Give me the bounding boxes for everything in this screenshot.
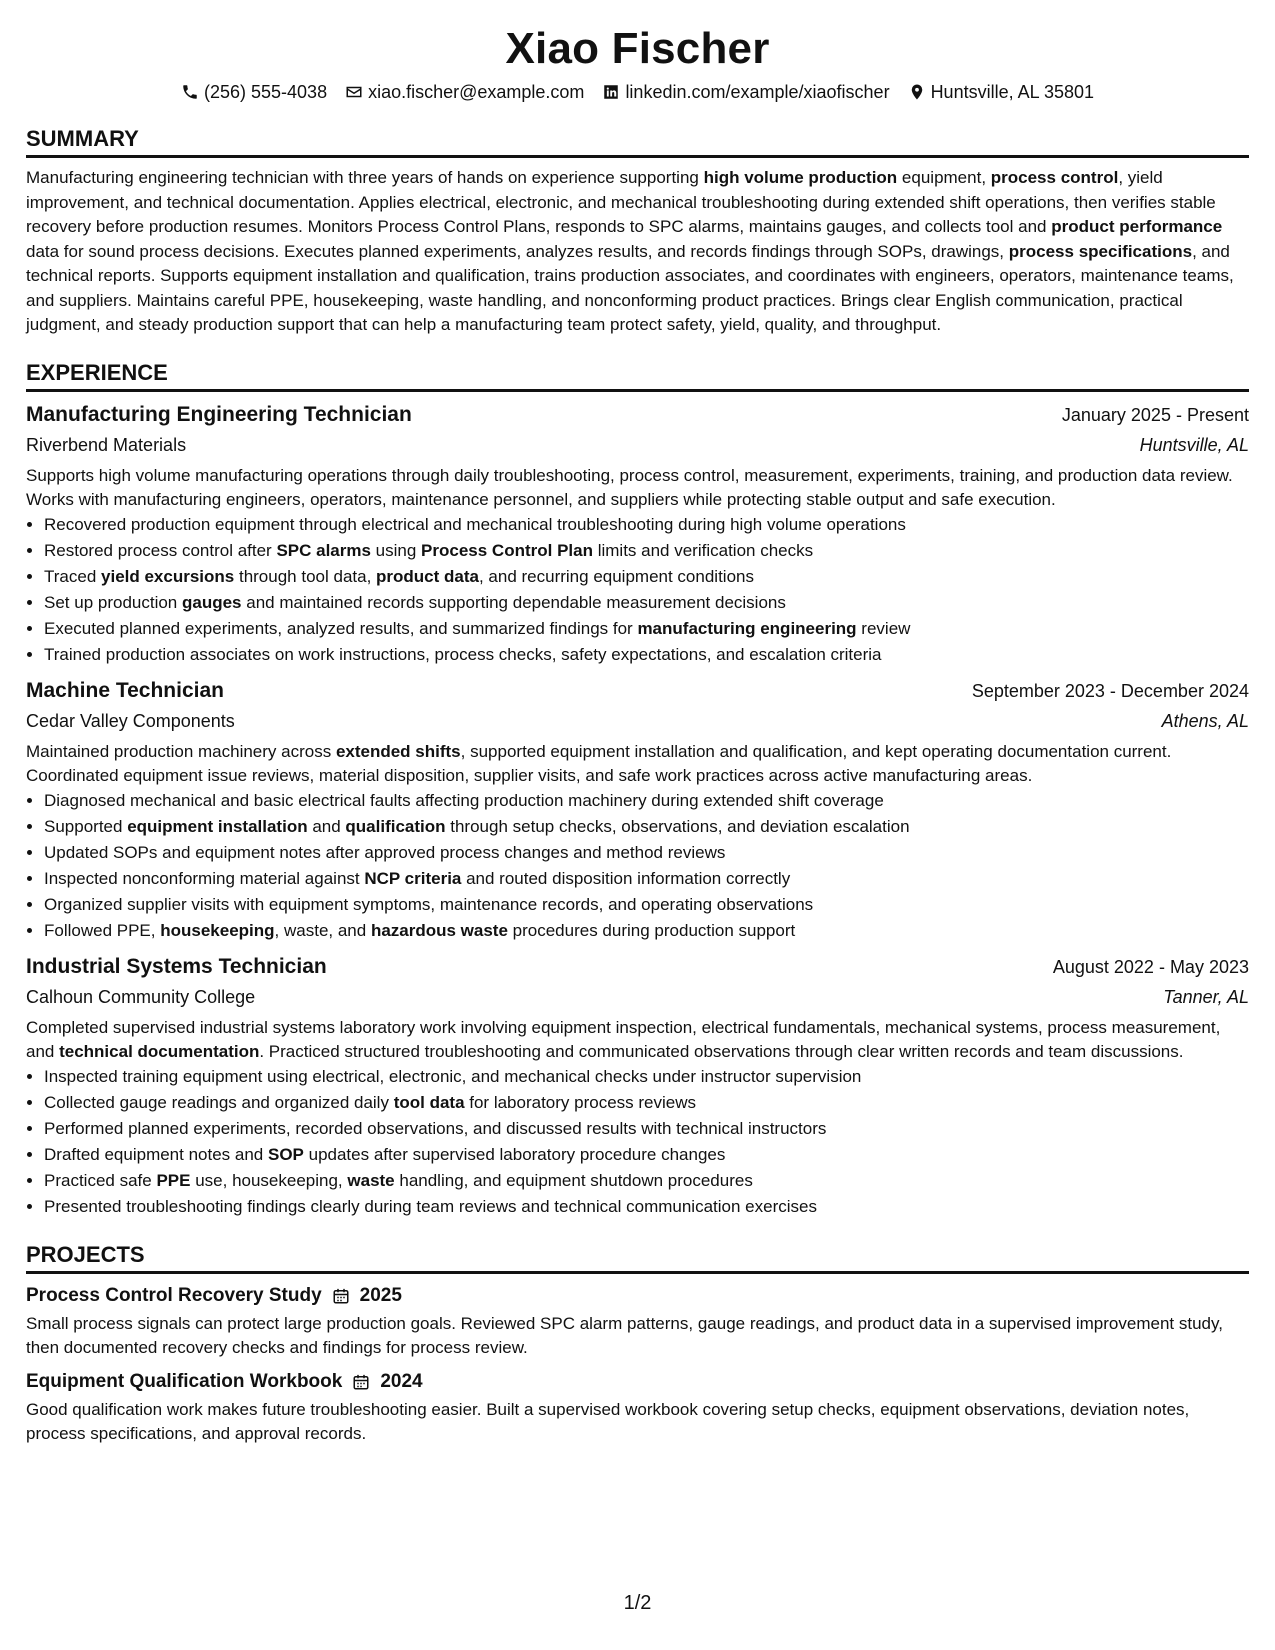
- contact-bar: [26, 80, 1249, 104]
- contact-linkedin[interactable]: [602, 80, 889, 104]
- job-dates: January 2025 - Present: [1061, 404, 1249, 425]
- job-location: Athens, AL: [1161, 710, 1249, 731]
- page-number: 1/2: [623, 1592, 652, 1614]
- project-year: 2025: [359, 1284, 402, 1306]
- bullet-item: • Inspected training equipment using electrical, electronic, and mechanical checks under instructor supervision: [44, 1064, 1249, 1090]
- project-description: Good qualification work makes future troubleshooting easier. Built a supervised workbook covering setup checks, equipment observations, deviation notes, process specifications, and approval records.: [26, 1399, 1190, 1443]
- contact-location: [908, 80, 1094, 104]
- contact-phone[interactable]: [181, 80, 327, 104]
- project-year: 2024: [380, 1370, 423, 1392]
- linkedin-text: linkedin.com/example/xiaofischer: [625, 82, 890, 102]
- job-location: Tanner, AL: [1163, 986, 1249, 1007]
- job-description: Completed supervised industrial systems laboratory work involving equipment inspection, electrical fundamentals, mechanical systems, process measurement, and technical documentation. Practiced structured troubleshooting and communicated observations through clear written records and team discussions.: [26, 1017, 1221, 1061]
- bullet-item: • Updated SOPs and equipment notes after approved process changes and method reviews: [44, 840, 1249, 866]
- job-description: Supports high volume manufacturing operations through daily troubleshooting, process control, measurement, experiments, training, and production data review. Works with manufacturing engineers, operators, maintenance personnel, and suppliers while protecting stable output and safe execution.: [26, 465, 1233, 509]
- phone-icon: [181, 83, 199, 101]
- bullet-item: • Executed planned experiments, analyzed results, and summarized findings for manufacturing engineering review: [44, 616, 1249, 642]
- map-pin-icon: [908, 83, 926, 101]
- job-company: Riverbend Materials: [26, 434, 187, 455]
- job-title: Industrial Systems Technician: [26, 954, 327, 978]
- job-dates: August 2022 - May 2023: [1052, 956, 1249, 977]
- project-entry: [26, 1366, 1249, 1446]
- bullet-item: • Supported equipment installation and qualification through setup checks, observations, and deviation escalation: [44, 814, 1249, 840]
- bullet-item: • Restored process control after SPC alarms using Process Control Plan limits and verification checks: [44, 538, 1249, 564]
- location-text: Huntsville, AL 35801: [930, 82, 1095, 102]
- envelope-icon: [345, 83, 363, 101]
- bullet-item: • Practiced safe PPE use, housekeeping, waste handling, and equipment shutdown procedures: [44, 1168, 1249, 1194]
- contact-email[interactable]: [345, 80, 584, 104]
- bullet-item: • Followed PPE, housekeeping, waste, and hazardous waste procedures during production support: [44, 918, 1249, 944]
- project-title: Process Control Recovery Study: [26, 1284, 322, 1306]
- bullet-item: • Organized supplier visits with equipment symptoms, maintenance records, and operating observations: [44, 892, 1249, 918]
- project-description: Small process signals can protect large production goals. Reviewed SPC alarm patterns, gauge readings, and product data in a supervised improvement study, then documented recovery checks and findings for process review.: [26, 1313, 1223, 1357]
- job-bullets: [26, 512, 1249, 668]
- summary-text: Manufacturing engineering technician with three years of hands on experience supporting high volume production equipment, process control, yield improvement, and technical documentation. Applies electrical, electronic, and mechanical troubleshooting during extended shift operations, then verifies stable recovery before production resumes. Monitors Process Control Plans, responds to SPC alarms, maintains gauges, and collects tool and product performance data for sound process decisions. Executes planned experiments, analyzes results, and records findings through SOPs, drawings, process specifications, and technical reports. Supports equipment installation and qualification, trains production associates, and coordinates with engineers, operators, maintenance teams, and suppliers. Maintains careful PPE, housekeeping, waste handling, and nonconforming product practices. Brings clear English communication, practical judgment, and steady production support that can help a manufacturing team protect safety, yield, quality, and throughput.: [26, 168, 1234, 334]
- experience-heading: EXPERIENCE: [26, 359, 1249, 392]
- bullet-item: • Trained production associates on work instructions, process checks, safety expectations, and escalation criteria: [44, 642, 1249, 668]
- calendar-icon: [352, 1373, 370, 1391]
- candidate-name: Xiao Fischer: [505, 24, 770, 73]
- bullet-item: • Diagnosed mechanical and basic electrical faults affecting production machinery during extended shift coverage: [44, 788, 1249, 814]
- bullet-item: • Set up production gauges and maintained records supporting dependable measurement decisions: [44, 590, 1249, 616]
- bullet-item: • Drafted equipment notes and SOP updates after supervised laboratory procedure changes: [44, 1142, 1249, 1168]
- bullet-item: • Recovered production equipment through electrical and mechanical troubleshooting during high volume operations: [44, 512, 1249, 538]
- job-company: Cedar Valley Components: [26, 710, 235, 731]
- job-dates: September 2023 - December 2024: [971, 680, 1249, 701]
- job-location: Huntsville, AL: [1139, 434, 1249, 455]
- bullet-item: • Inspected nonconforming material against NCP criteria and routed disposition information correctly: [44, 866, 1249, 892]
- job-title: Manufacturing Engineering Technician: [26, 402, 412, 426]
- bullet-item: • Presented troubleshooting findings clearly during team reviews and technical communication exercises: [44, 1194, 1249, 1220]
- linkedin-icon: [602, 83, 620, 101]
- bullet-item: • Collected gauge readings and organized daily tool data for laboratory process reviews: [44, 1090, 1249, 1116]
- job-title: Machine Technician: [26, 678, 224, 702]
- job-entry: [26, 400, 1249, 668]
- email-text: xiao.fischer@example.com: [368, 82, 585, 102]
- resume-page: [26, 0, 1249, 1446]
- job-bullets: [26, 1064, 1249, 1220]
- project-title: Equipment Qualification Workbook: [26, 1370, 343, 1392]
- job-entry: [26, 952, 1249, 1220]
- bullet-item: • Performed planned experiments, recorded observations, and discussed results with technical instructors: [44, 1116, 1249, 1142]
- job-company: Calhoun Community College: [26, 986, 256, 1007]
- projects-heading: PROJECTS: [26, 1241, 1249, 1274]
- calendar-icon: [332, 1287, 350, 1305]
- project-entry: [26, 1280, 1249, 1360]
- job-entry: [26, 676, 1249, 944]
- bullet-item: • Traced yield excursions through tool data, product data, and recurring equipment conditions: [44, 564, 1249, 590]
- phone-text: (256) 555-4038: [203, 82, 328, 102]
- job-bullets: [26, 788, 1249, 944]
- summary-heading: SUMMARY: [26, 125, 1249, 158]
- job-description: Maintained production machinery across extended shifts, supported equipment installation and qualification, and kept operating documentation current. Coordinated equipment issue reviews, material disposition, supplier visits, and safe work practices across active manufacturing areas.: [26, 741, 1172, 785]
